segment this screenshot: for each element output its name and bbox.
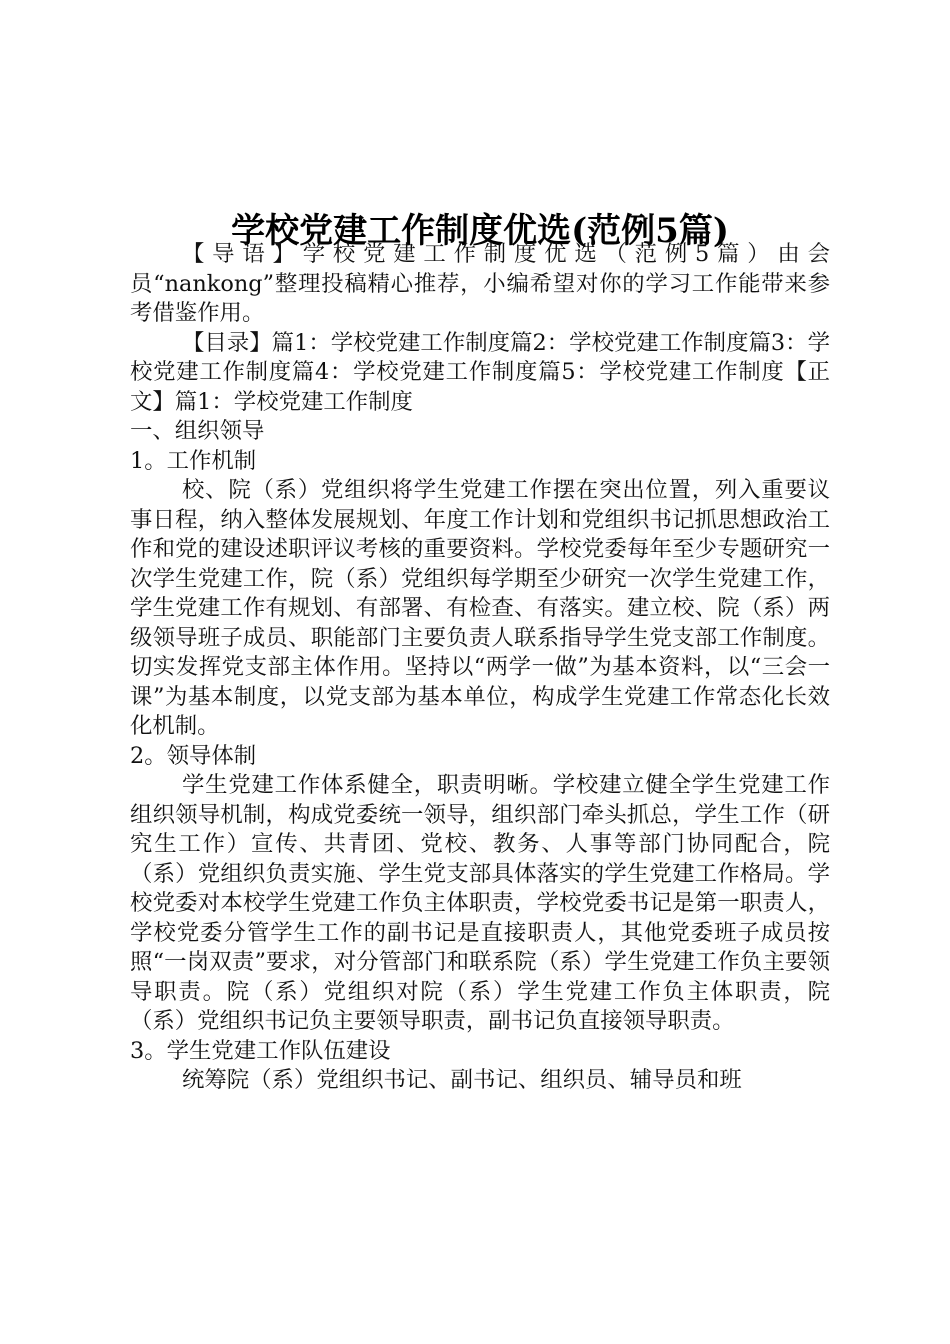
work-mechanism-paragraph: 校、院（系）党组织将学生党建工作摆在突出位置，列入重要议事日程，纳入整体发展规划、年度工作计划和党组织书记抓思想政治工作和党的建设述职评议考核的重要资料。学校党委每年至少专题研究一次学生党建工作，院（系）党组织每学期至少研究一次学生党建工作，学生党建工作有规划、有部署、有检查、有落实。建立校、院（系）两级领导班子成员、职能部门主要负责人联系指导学生党支部工作制度。切实发挥党支部主体作用。坚持以“两学一做”为基本资料，以“三会一课”为基本制度，以党支部为基本单位，构成学生党建工作常态化长效化机制。	[130, 477, 830, 739]
document-title: 学校党建工作制度优选(范例5篇)	[231, 210, 729, 251]
subheading-leadership-system: 2。领导体制	[130, 742, 257, 769]
subheading-team-building: 3。学生党建工作队伍建设	[130, 1037, 391, 1064]
section-heading-organization: 一、组织领导	[130, 418, 265, 444]
document-body	[130, 240, 830, 1096]
team-building-paragraph: 统筹院（系）党组织书记、副书记、组织员、辅导员和班	[182, 1067, 742, 1093]
contents-paragraph: 【目录】篇1：学校党建工作制度篇2：学校党建工作制度篇3：学校党建工作制度篇4：学校党建工作制度篇5：学校党建工作制度【正文】篇1：学校党建工作制度	[130, 329, 830, 415]
intro-paragraph: 【导语】学校党建工作制度优选（范例5篇）由会员“nankong”整理投稿精心推荐，小编希望对你的学习工作能带来参考借鉴作用。	[130, 241, 830, 326]
subheading-work-mechanism: 1。工作机制	[130, 447, 257, 474]
leadership-system-paragraph: 学生党建工作体系健全，职责明晰。学校建立健全学生党建工作组织领导机制，构成党委统一领导，组织部门牵头抓总，学生工作（研究生工作）宣传、共青团、党校、教务、人事等部门协同配合，院（系）党组织负责实施、学生党支部具体落实的学生党建工作格局。学校党委对本校学生党建工作负主体职责，学校党委书记是第一职责人，学校党委分管学生工作的副书记是直接职责人，其他党委班子成员按照“一岗双责”要求，对分管部门和联系院（系）学生党建工作负主要领导职责。院（系）党组织对院（系）学生党建工作负主体职责，院（系）党组织书记负主要领导职责，副书记负直接领导职责。	[130, 772, 830, 1034]
